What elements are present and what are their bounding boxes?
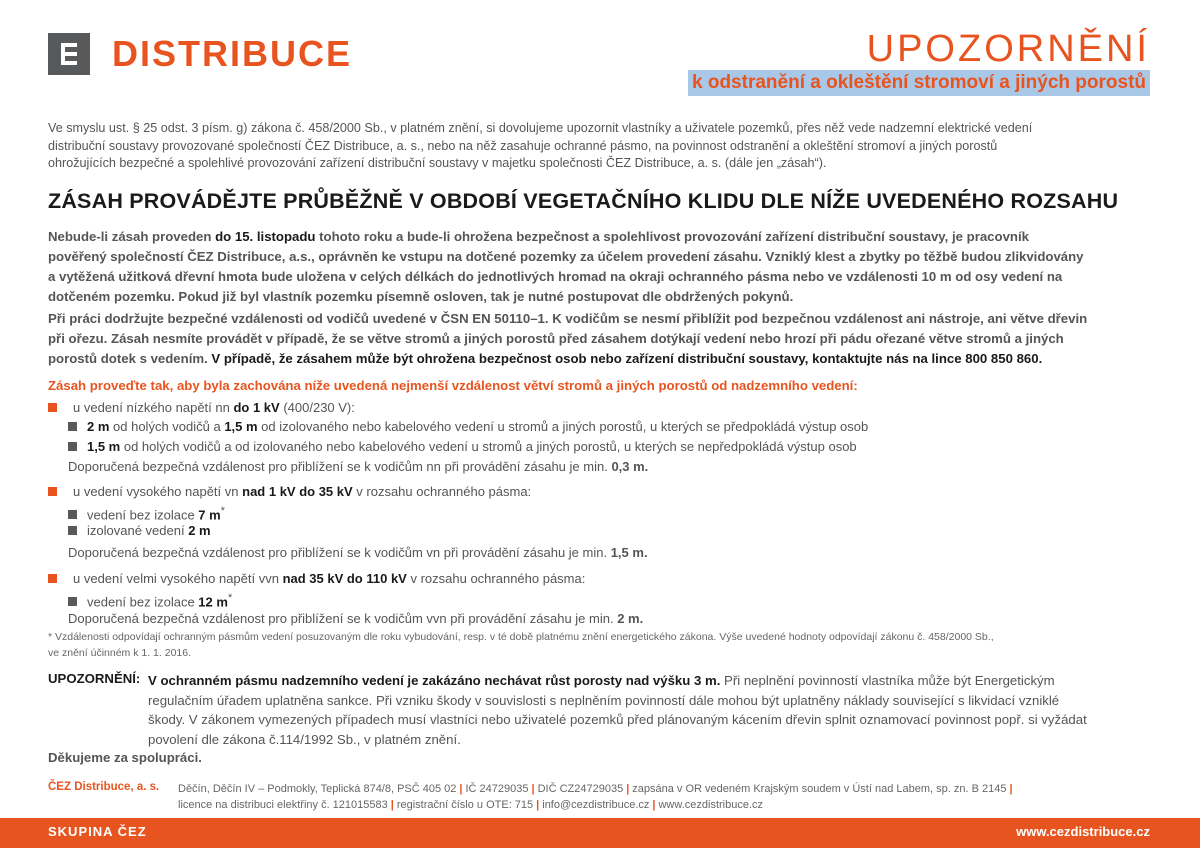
- text: 2 m: [188, 523, 211, 538]
- cez-logo: [48, 33, 352, 75]
- gray-bullet-icon: [68, 442, 77, 451]
- text: škody. V zákonem vymezených případech musí vlastníci nebo uživatelé pozemků před plánovaným kácením dřevin splnit oznamovací povinnost popř. si vyžádat: [148, 712, 1087, 727]
- text: vedení bez izolace: [87, 507, 199, 523]
- text: Doporučená bezpečná vzdálenost pro přiblížení se k vodičům vn při provádění zásahu je min.: [68, 545, 611, 560]
- gray-bullet-icon: [68, 597, 77, 606]
- text: Děčín, Děčín IV – Podmokly, Teplická 874/8, PSČ 405 02: [178, 783, 457, 795]
- gray-bullet-icon: [68, 422, 77, 431]
- text: (400/230 V):: [279, 400, 355, 415]
- intro-line: distribuční soustavy provozované společností ČEZ Distribuce, a. s., nebo na něž zasahuje ochranné pásmo, na povinnost odstranění a okleštění stromoví a jiných porostů: [48, 138, 998, 153]
- list-item-vvn: [48, 570, 585, 588]
- footnote: [48, 629, 1158, 661]
- text: u vedení velmi vysokého napětí vvn: [73, 571, 283, 586]
- sub-item-vn-1: [68, 502, 225, 524]
- text: porostů dotek s vedením.: [48, 351, 212, 366]
- text: 2 m: [87, 419, 110, 434]
- text: Nebude-li zásah proveden: [48, 229, 216, 244]
- text: u vedení nízkého napětí nn: [73, 400, 234, 415]
- text: 1,5 m: [224, 419, 258, 434]
- page-subtitle: k odstranění a okleštění stromoví a jiných porostů: [688, 70, 1150, 96]
- text: regulačním úřadem uplatněna sankce. Při vzniku škody v souvislosti s neplněním povinností dále mohou být uplatněny náklady související s likvidací vzniklé: [148, 692, 1060, 708]
- cez-logo-icon: [48, 33, 90, 75]
- text: 2 m.: [617, 611, 644, 626]
- orange-bullet-icon: [48, 574, 57, 583]
- sub-item-nn-2: [68, 438, 857, 456]
- text: zapsána v OR vedeném Krajským soudem v Ústí nad Labem, sp. zn. B 2145: [632, 783, 1007, 795]
- text: pověřený společností ČEZ Distribuce, a.s., oprávněn ke vstupu na dotčené pozemky za účelem provedení zásahu. Vzniklý klest a zbytky po těžbě budou zlikvidovány: [48, 249, 1084, 264]
- text: při ořezu. Zásah nesmíte provádět v případě, že se větve stromů a jiných porostů před zásahem dotýkají vedení nebo hrozí při pádu ořezané větve stromů a jiných: [48, 331, 1064, 346]
- text: 1,5 m.: [610, 545, 648, 560]
- warning-text: [148, 671, 1160, 749]
- text: 7 m: [198, 507, 221, 523]
- text: od holých vodičů a: [109, 419, 225, 434]
- thanks-text: Děkujeme za spolupráci.: [48, 750, 202, 765]
- footer-group: SKUPINA ČEZ: [48, 824, 147, 839]
- web-link[interactable]: www.cezdistribuce.cz: [658, 799, 764, 811]
- company-name: ČEZ Distribuce, a. s.: [48, 781, 160, 793]
- sub-item-vn-2: [68, 522, 211, 540]
- text: 12 m: [198, 594, 228, 610]
- text: Doporučená bezpečná vzdálenost pro přiblížení se k vodičům nn při provádění zásahu je min.: [68, 459, 612, 474]
- intro-line: ohrožujících bezpečné a spolehlivé provozování zařízení distribuční soustavy v majetku společnosti ČEZ Distribuce, a. s. (dále jen „zásah“).: [48, 156, 827, 170]
- email-link[interactable]: info@cezdistribuce.cz: [542, 799, 650, 811]
- recommendation-vn: [68, 544, 648, 562]
- text: vedení bez izolace: [87, 594, 199, 610]
- text: nad 35 kV do 110 kV: [282, 571, 407, 586]
- page-title: UPOZORNĚNÍ: [866, 28, 1150, 70]
- list-item-nn: [48, 399, 355, 417]
- text: tohoto roku a bude-li ohrožena bezpečnost a spolehlivost provozování zařízení distribuční soustavy, je pracovník: [315, 229, 1029, 244]
- title-block: [688, 28, 1150, 96]
- text: V ochranném pásmu nadzemního vedení je zakázáno nechávat růst porosty nad výšku 3 m.: [148, 673, 721, 688]
- text: Při neplnění povinností vlastníka může být Energetickým: [720, 673, 1055, 688]
- text: licence na distribuci elektřiny č. 121015583: [178, 799, 388, 811]
- list-item-vn: [48, 483, 531, 501]
- paragraph-deadline: [48, 227, 1160, 307]
- orange-lead: Zásah proveďte tak, aby byla zachována níže uvedená nejmenší vzdálenost větví stromů a jiných porostů od nadzemního vedení:: [48, 378, 858, 393]
- recommendation-nn: [68, 458, 648, 476]
- text: 1,5 m: [87, 439, 121, 454]
- orange-bullet-icon: [48, 403, 57, 412]
- company-address: Děčín, Děčín IV – Podmokly, Teplická 874/8, PSČ 405 02 | IČ 24729035 | DIČ CZ24729035 | zapsána v OR vedeném Krajským soudem v Ústí nad Labem, sp. zn. B 2145 | licence na distribuci elektřiny č. 121015583 | registrační číslo u OTE: 715 | info@cezdistribuce.cz | www.cezdistribuce.cz: [178, 783, 1013, 811]
- recommendation-vvn: [68, 610, 643, 628]
- footer-website-link[interactable]: www.cezdistribuce.cz: [1016, 824, 1150, 839]
- text: Při práci dodržujte bezpečné vzdálenosti od vodičů uvedené v ČSN EN 50110–1. K vodičům se nesmí přiblížit pod bezpečnou vzdálenost ani nástroje, ani větve dřevin: [48, 311, 1088, 326]
- text: do 1 kV: [233, 400, 280, 415]
- sub-item-vvn-1: [68, 589, 232, 611]
- text: DIČ CZ24729035: [537, 783, 624, 795]
- text: Doporučená bezpečná vzdálenost pro přiblížení se k vodičům vvn při provádění zásahu je min.: [68, 611, 618, 626]
- intro-paragraph: [48, 120, 1158, 173]
- orange-bullet-icon: [48, 487, 57, 496]
- text: IČ 24729035: [465, 783, 529, 795]
- text: *: [220, 505, 225, 517]
- section-heading: ZÁSAH PROVÁDĚJTE PRŮBĚŽNĚ V OBDOBÍ VEGETAČNÍHO KLIDU DLE NÍŽE UVEDENÉHO ROZSAHU: [48, 189, 1119, 213]
- gray-bullet-icon: [68, 510, 77, 519]
- paragraph-safety: [48, 309, 1160, 369]
- footer-bar: [0, 818, 1200, 848]
- text: povolení dle zákona č.114/1992 Sb., v platném znění.: [148, 731, 461, 747]
- sub-item-nn-1: [68, 418, 868, 436]
- text: * Vzdálenosti odpovídají ochranným pásmům vedení posuzovaným dle roku vybudování, resp. v té době platnému znění energetického zákona. Výše uvedené hodnoty odpovídají zákonu č. 458/2000 Sb.,: [48, 631, 994, 643]
- text: ve znění účinném k 1. 1. 2016.: [48, 647, 192, 659]
- text: od holých vodičů a od izolovaného nebo kabelového vedení u stromů a jiných porostů, u kterých se nepředpokládá výstup osob: [120, 439, 857, 454]
- gray-bullet-icon: [68, 526, 77, 535]
- text: registrační číslo u OTE: 715: [396, 799, 534, 811]
- text: dotčeném pozemku. Pokud již byl vlastník pozemku písemně osloven, tak je nutné postupovat dle obdržených pokynů.: [48, 289, 794, 304]
- deadline-date: do 15. listopadu: [215, 229, 316, 244]
- warning-label: UPOZORNĚNÍ:: [48, 671, 141, 686]
- text: v rozsahu ochranného pásma:: [406, 571, 586, 586]
- text: nad 1 kV do 35 kV: [242, 484, 353, 499]
- hotline-text: V případě, že zásahem může být ohrožena bezpečnost osob nebo zařízení distribuční soustavy, kontaktujte nás na lince 800 850 860.: [211, 351, 1043, 366]
- text: v rozsahu ochranného pásma:: [352, 484, 532, 499]
- text: od izolovaného nebo kabelového vedení u stromů a jiných porostů, u kterých se předpokládá výstup osob: [257, 419, 869, 434]
- text: 0,3 m.: [611, 459, 649, 474]
- text: izolované vedení: [87, 523, 189, 538]
- text: u vedení vysokého napětí vn: [73, 484, 243, 499]
- text: *: [227, 592, 233, 604]
- text: a vytěžená užitková dřevní hmota bude uložena v celých délkách do jednotlivých hromad na okraji ochranného pásma nebo ve vzdálenosti 10 m od osy vedení na: [48, 269, 1063, 284]
- brand-name: DISTRIBUCE: [112, 33, 353, 74]
- intro-line: Ve smyslu ust. § 25 odst. 3 písm. g) zákona č. 458/2000 Sb., v platném znění, si dovolujeme upozornit vlastníky a uživatele pozemků, přes něž vede nadzemní elektrické vedení: [48, 121, 1033, 135]
